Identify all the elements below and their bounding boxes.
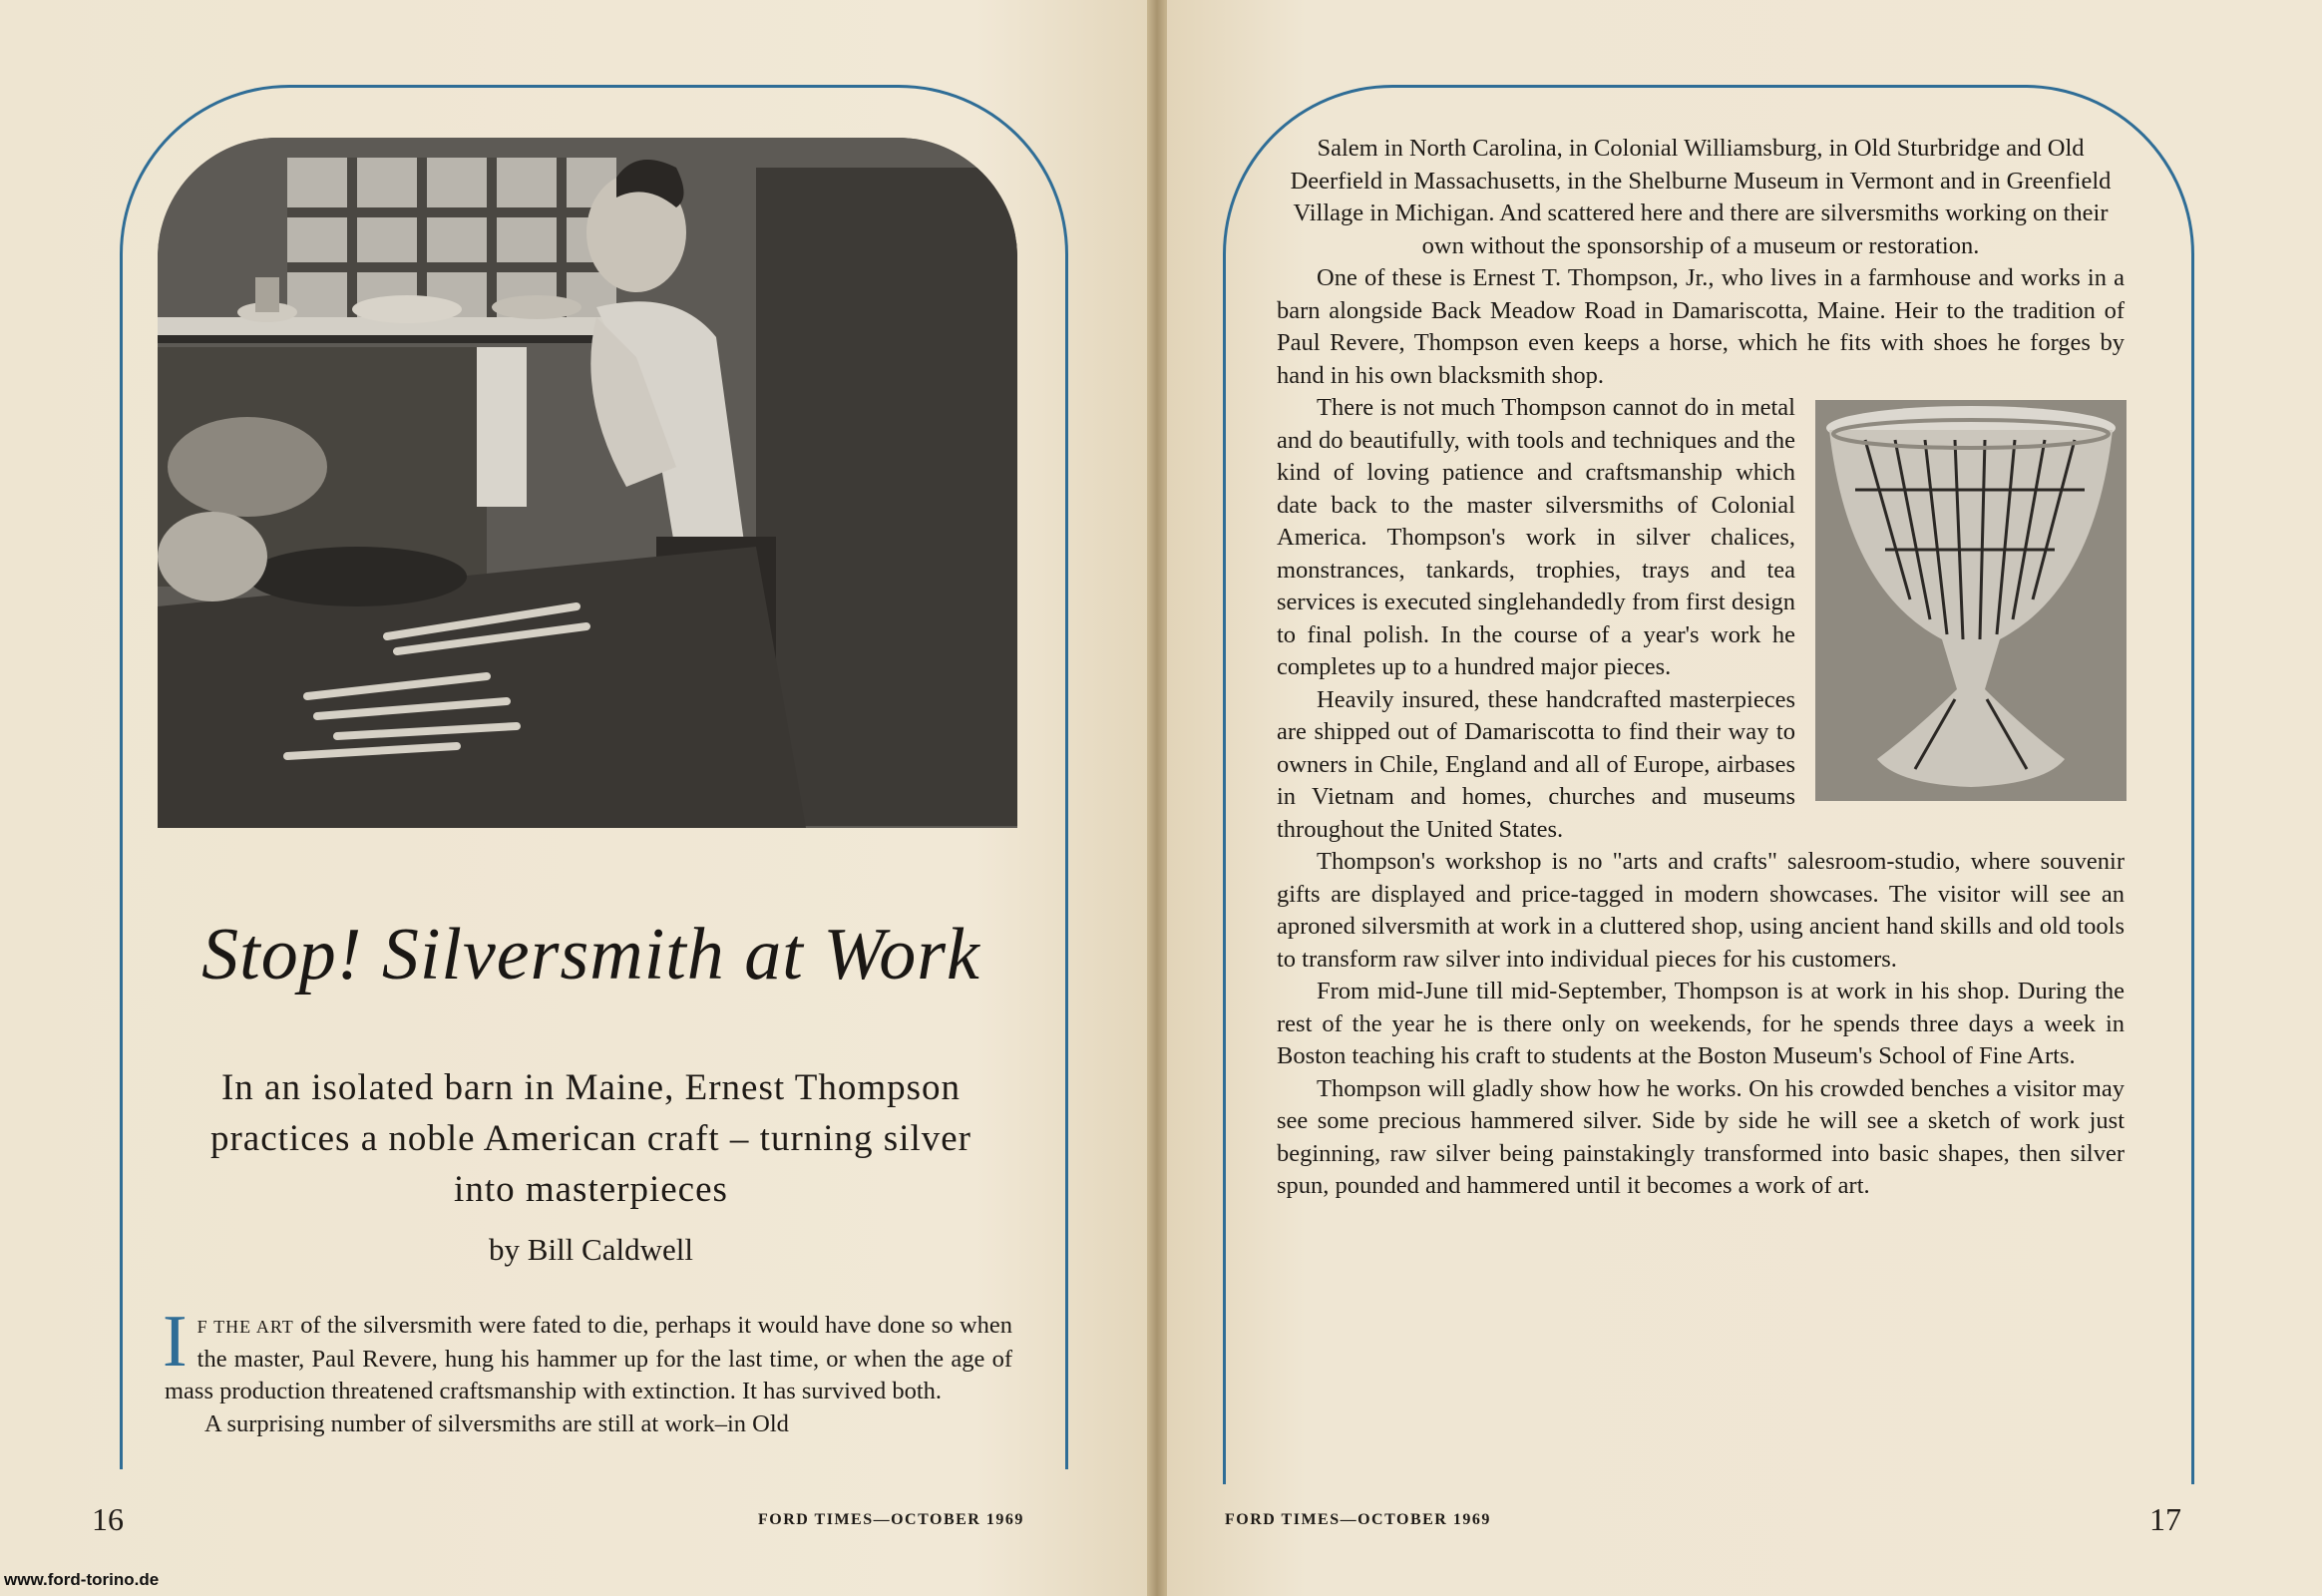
article-subtitle: In an isolated barn in Maine, Ernest Thompson practices a noble American craft – turning silver into masterpieces: [209, 1067, 972, 1210]
body-paragraph: There is not much Thompson cannot do in metal and do beautifully, with tools and techniques and the kind of loving patience and craftsmanship which date back to the master silversmiths of Colonial America. Thompson's work in silver chalices, monstrances, tankards, trophies, trays and tea services is executed singlehandedly from first design to final polish. In the course of a year's work he completes up to a hundred major pieces.: [1277, 394, 1795, 680]
lead-paragraph-text: of the silversmith were fated to die, perhaps it would have done so when the master, Paul Revere, hung his hammer up for the last time, or when the age of mass production threatened craftsmanship with extinction. It has survived both.: [165, 1312, 1012, 1404]
page-number-left: 16: [92, 1501, 124, 1537]
lead-smallcaps: F THE ART: [196, 1317, 294, 1337]
drop-cap: I: [163, 1301, 188, 1383]
article-byline: by Bill Caldwell: [489, 1232, 693, 1267]
body-paragraph: From mid-June till mid-September, Thompson is at work in his shop. During the rest of the year he is there only on weekends, for he spends three days a week in Boston teaching his craft to students at the Boston Museum's School of Fine Arts.: [1277, 978, 2125, 1069]
body-paragraph: Thompson will gladly show how he works. On his crowded benches a visitor may see some precious hammered silver. Side by side he will see a sketch of work just beginning, raw silver being painstakingly transformed into basic shapes, then silver spun, pounded and hammered until it becomes a work of art.: [1277, 1074, 2125, 1199]
body-paragraph: Heavily insured, these handcrafted masterpieces are shipped out of Damariscotta to find their way to owners in Chile, England and all of Europe, airbases in Vietnam and homes, churches and museums throughout the United States.: [1277, 685, 1795, 843]
page-number-right: 17: [2149, 1501, 2181, 1537]
body-paragraph: A surprising number of silversmiths are still at work–in Old: [204, 1409, 789, 1437]
folio-left: FORD TIMES—OCTOBER 1969: [758, 1511, 1024, 1528]
body-paragraph: Salem in North Carolina, in Colonial Williamsburg, in Old Sturbridge and Old Deerfield in Massachusetts, in the Shelburne Museum in Vermont and in Greenfield Village in Michigan. And scattered here and there are silversmiths working on their own without the sponsorship of a museum or restoration.: [1290, 135, 2112, 259]
book-gutter: [1147, 0, 1167, 1596]
right-body-text: [1277, 133, 2125, 1203]
folio-right: FORD TIMES—OCTOBER 1969: [1225, 1511, 1491, 1528]
body-paragraph: One of these is Ernest T. Thompson, Jr., who lives in a farmhouse and works in a barn alongside Back Meadow Road in Damariscotta, Maine. Heir to the tradition of Paul Revere, Thompson even keeps a horse, which he fits with shoes he forges by hand in his own blacksmith shop.: [1277, 264, 2125, 389]
article-title: Stop! Silversmith at Work: [201, 914, 980, 996]
lead-paragraph: [163, 1301, 1012, 1408]
source-watermark: www.ford-torino.de: [4, 1570, 160, 1589]
silversmith-photo: [158, 138, 1017, 828]
left-body-text: [163, 1301, 1012, 1440]
chalice-photo: [1815, 400, 2127, 801]
body-paragraph: Thompson's workshop is no "arts and crafts" salesroom-studio, where souvenir gifts are displayed and price-tagged in modern showcases. The visitor will see an aproned silversmith at work in a cluttered shop, using ancient hand skills and old tools to transform raw silver into individual pieces for his customers.: [1277, 848, 2125, 973]
